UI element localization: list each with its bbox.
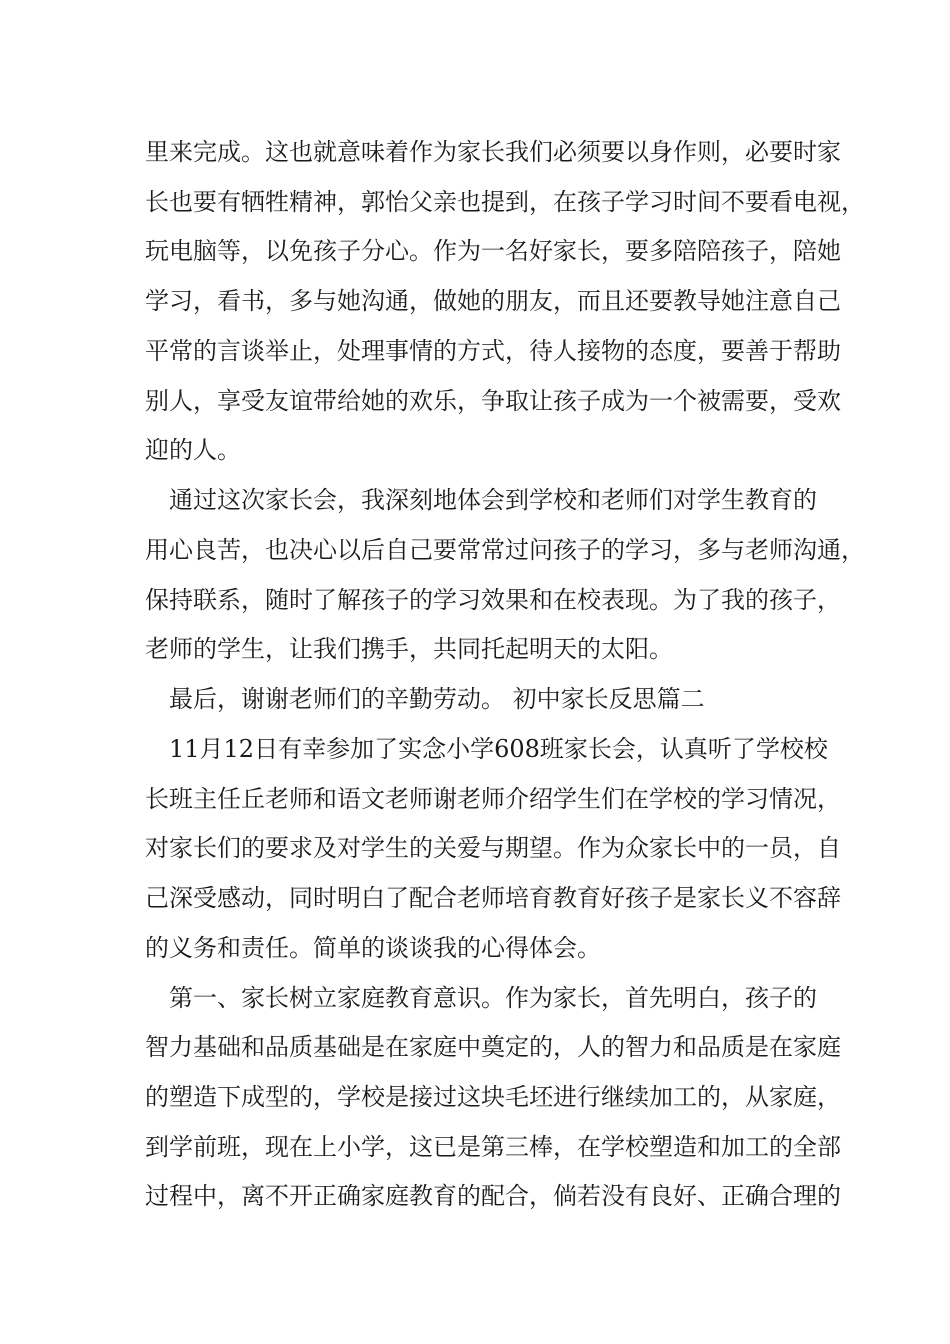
- text-line: 通过这次家长会，我深刻地体会到学校和老师们对学生教育的: [145, 486, 817, 514]
- text-line: 己深受感动，同时明白了配合老师培育教育好孩子是家长义不容辞: [145, 884, 841, 912]
- text-line: 到学前班，现在上小学，这已是第三棒，在学校塑造和加工的全部: [145, 1133, 841, 1161]
- text-line: 用心良苦，也决心以后自己要常常过问孩子的学习，多与老师沟通，: [145, 536, 865, 564]
- text-line: 里来完成。这也就意味着作为家长我们必须要以身作则，必要时家: [145, 138, 841, 166]
- text-line: 别人，享受友谊带给她的欢乐，争取让孩子成为一个被需要，受欢: [145, 387, 841, 415]
- text-line: 智力基础和品质基础是在家庭中奠定的，人的智力和品质是在家庭: [145, 1033, 841, 1061]
- text-line: 第一、家长树立家庭教育意识。作为家长，首先明白，孩子的: [145, 984, 817, 1012]
- text-line: 学习，看书，多与她沟通，做她的朋友，而且还要教导她注意自己: [145, 287, 841, 315]
- text-line: 玩电脑等，以免孩子分心。作为一名好家长，要多陪陪孩子，陪她: [145, 237, 841, 265]
- text-line: 11月12日有幸参加了实念小学608班家长会，认真听了学校校: [145, 735, 828, 763]
- text-line: 过程中，离不开正确家庭教育的配合，倘若没有良好、正确合理的: [145, 1182, 841, 1210]
- text-line: 最后，谢谢老师们的辛勤劳动。 初中家长反思篇二: [145, 685, 705, 713]
- text-line: 老师的学生，让我们携手，共同托起明天的太阳。: [145, 635, 673, 663]
- text-line: 的塑造下成型的，学校是接过这块毛坯进行继续加工的，从家庭，: [145, 1083, 841, 1111]
- text-line: 的义务和责任。简单的谈谈我的心得体会。: [145, 934, 601, 962]
- text-line: 长班主任丘老师和语文老师谢老师介绍学生们在学校的学习情况，: [145, 785, 841, 813]
- text-line: 对家长们的要求及对学生的关爱与期望。作为众家长中的一员，自: [145, 834, 841, 862]
- text-line: 长也要有牺牲精神，郭怡父亲也提到，在孩子学习时间不要看电视，: [145, 188, 865, 216]
- text-line: 保持联系，随时了解孩子的学习效果和在校表现。为了我的孩子，: [145, 586, 841, 614]
- text-line: 迎的人。: [145, 436, 241, 464]
- text-line: 平常的言谈举止，处理事情的方式，待人接物的态度，要善于帮助: [145, 337, 841, 365]
